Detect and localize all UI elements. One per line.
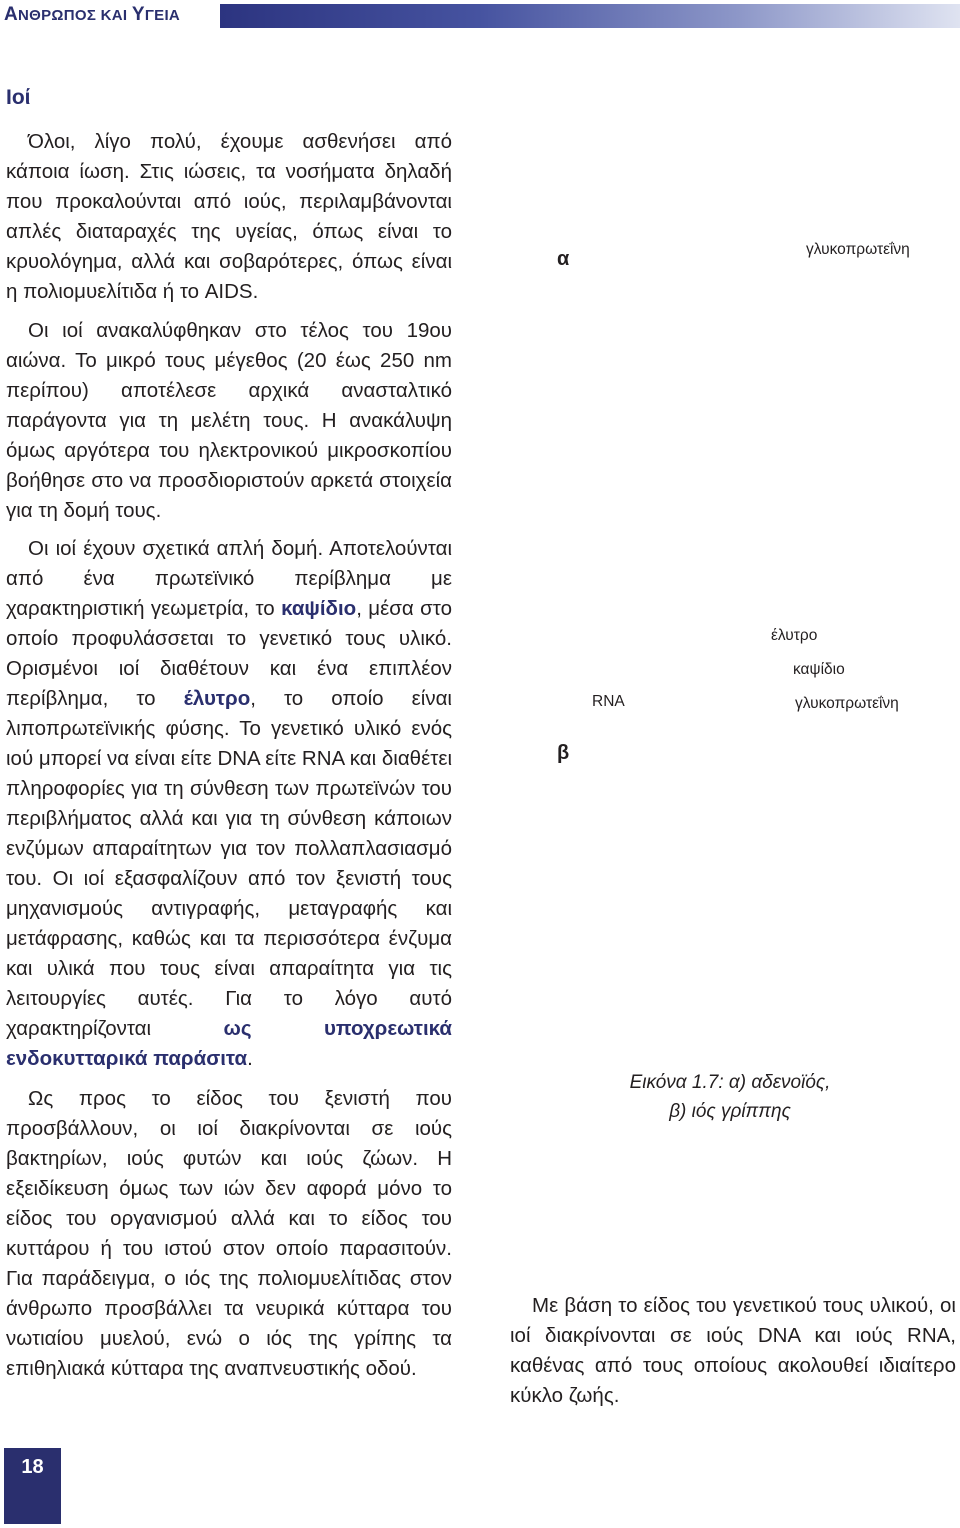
figure-caption-line-1: Εικόνα 1.7: α) αδενοϊός, — [629, 1072, 831, 1093]
paragraph-3-text-a: Οι ιοί έχουν σχετικά απλή δομή. Αποτελούνται από ένα πρωτεϊνικό περίβλημα με χαρακτηριστική γεωμετρία, το — [6, 537, 452, 620]
page-number: 18 — [21, 1456, 44, 1478]
figure-note-glycoprotein-a: γλυκοπρωτεΐνη — [806, 241, 910, 258]
paragraph-3-text-e: , το οποίο είναι λιποπρωτεϊνικής φύσης. Το γενετικό υλικό ενός ιού μπορεί να είναι είτε DNA είτε RNA και διαθέτει πληροφορίες για τη σύνθεση των πρωτεϊνών του περιβλήματος αλλά και για τη σύνθεση κάποιων ενζύμων απαραίτητων για τον πολλαπλασιασμό του. Οι ιοί εξασφαλίζουν από τον ξενιστή τους μηχανισμούς αντιγραφής, μεταγραφής και μετάφρασης, καθώς και τα περισσότερα ένζυμα και υλικά που τους είναι απαραίτητα για τις λειτουργίες αυτές. Για το λόγο αυτό χαρακτηρίζονται — [6, 687, 453, 1040]
header-initial-2: Υ — [131, 4, 145, 25]
figure-caption-line-2: β) ιός γρίππης — [669, 1101, 791, 1122]
paragraph-3-text-g: . — [247, 1047, 253, 1070]
paragraph-3 — [6, 534, 452, 1074]
running-header — [4, 4, 180, 26]
header-text-1: ΝΘΡΩΠΟΣ ΚΑΙ — [18, 7, 132, 24]
paragraph-5 — [510, 1291, 956, 1411]
figure-note-capsid: καψίδιο — [793, 661, 845, 678]
section-title: Ιοί — [6, 86, 31, 109]
paragraph-1-text: Όλοι, λίγο πολύ, έχουμε ασθενήσει από κάποια ίωση. Στις ιώσεις, τα νοσήματα δηλαδή που προκαλούνται από ιούς, περιλαμβάνονται απλές διαταραχές της υγείας, όπως είναι το κρυολόγημα, αλλά και σοβαρότερες, όπως είναι η πολιομυελίτιδα ή το AIDS. — [6, 130, 452, 303]
figure-caption — [600, 1068, 860, 1126]
header-initial-1: Α — [4, 4, 19, 25]
term-elytro: έλυτρο — [183, 687, 251, 710]
paragraph-4 — [6, 1084, 452, 1384]
paragraph-1 — [6, 127, 452, 307]
header-gradient-bar — [220, 4, 960, 28]
figure-label-b: β — [557, 742, 570, 764]
paragraph-3-text-c: , μέσα στο οποίο προφυλάσσεται το γενετικό τους υλικό. Ορισμένοι ιοί διαθέτουν και ένα επιπλέον περίβλημα, το — [6, 597, 452, 710]
paragraph-2 — [6, 316, 452, 526]
paragraph-2-text: Οι ιοί ανακαλύφθηκαν στο τέλος του 19ου αιώνα. Το μικρό τους μέγεθος (20 έως 250 nm περίπου) αποτέλεσε αρχικά ανασταλτικό παράγοντα για τη μελέτη τους. Η ανακάλυψη όμως αργότερα του ηλεκτρονικού μικροσκοπίου βοήθησε στο να προσδιοριστούν αρκετά στοιχεία για τη δομή τους. — [6, 319, 452, 522]
paragraph-5-text: Με βάση το είδος του γενετικού τους υλικού, οι ιοί διακρίνονται σε ιούς DNA και ιούς RNA, καθένας από τους οποίους ακολουθεί ιδιαίτερο κύκλο ζωής. — [510, 1294, 956, 1407]
figure-note-rna: RNA — [592, 693, 625, 710]
figure-note-elytro: έλυτρο — [771, 627, 818, 644]
figure-note-glycoprotein-b: γλυκοπρωτεΐνη — [795, 695, 899, 712]
figure-label-a: α — [557, 248, 570, 270]
term-obligate-parasites: ως υποχρεωτικά ενδοκυτταρικά παράσιτα — [6, 1017, 452, 1070]
term-capsid: καψίδιο — [281, 597, 357, 620]
paragraph-4-text: Ως προς το είδος του ξενιστή που προσβάλλουν, οι ιοί διακρίνονται σε ιούς βακτηρίων, ιούς φυτών και ιούς ζώων. Η εξειδίκευση όμως των ιών δεν αφορά μόνο το είδος του οργανισμού αλλά και το είδος του κυττάρου ή του ιστού στον οποίο παρασιτούν. Για παράδειγμα, ο ιός της πολιομυελίτιδας στον άνθρωπο προσβάλλει τα νευρικά κύτταρα του νωτιαίου μυελού, ενώ ο ιός της γρίπης τα επιθηλιακά κύτταρα της αναπνευστικής οδού. — [6, 1087, 452, 1380]
header-text-2: ΓΕΙΑ — [144, 7, 181, 24]
